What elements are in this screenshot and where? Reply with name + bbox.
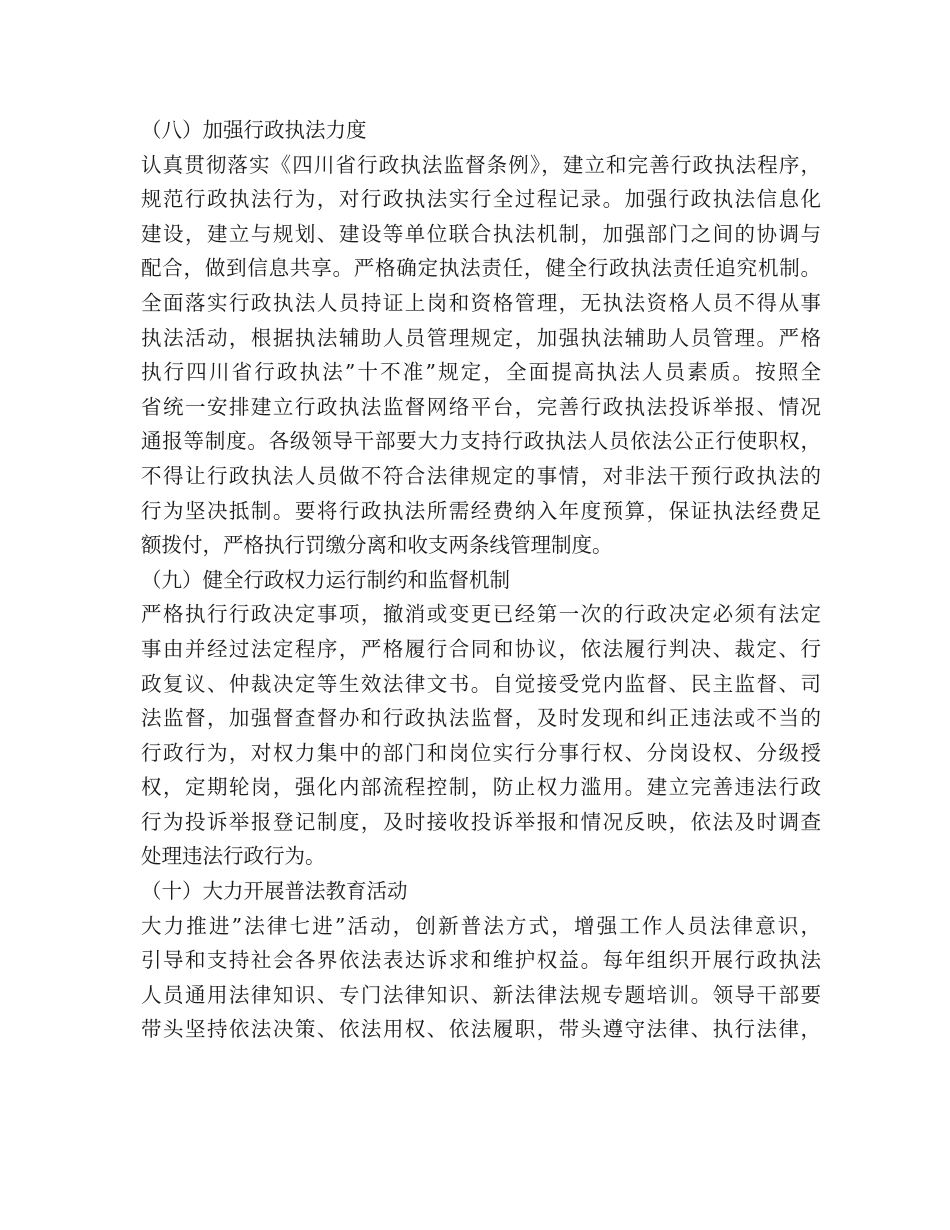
- paragraph-line: 法监督，加强督查督办和行政执法监督，及时发现和纠正违法或不当的: [141, 706, 821, 731]
- paragraph-line: 行为投诉举报登记制度，及时接收投诉举报和情况反映，依法及时调查: [141, 809, 821, 834]
- paragraph-line: 全面落实行政执法人员持证上岗和资格管理，无执法资格人员不得从事: [141, 290, 821, 315]
- paragraph-line: 引导和支持社会各界依法表达诉求和维护权益。每年组织开展行政执法: [141, 948, 821, 973]
- paragraph-line: 建设，建立与规划、建设等单位联合执法机制，加强部门之间的协调与: [141, 221, 821, 246]
- paragraph-line: 认真贯彻落实《四川省行政执法监督条例》，建立和完善行政执法程序，: [141, 152, 821, 177]
- paragraph-line: 省统一安排建立行政执法监督网络平台，完善行政执法投诉举报、情况: [141, 394, 821, 419]
- paragraph-line: 执法活动，根据执法辅助人员管理规定，加强执法辅助人员管理。严格: [141, 325, 821, 350]
- paragraph-line: 大力推进”法律七进”活动，创新普法方式，增强工作人员法律意识，: [141, 913, 821, 938]
- paragraph-line: 通报等制度。各级领导干部要大力支持行政执法人员依法公正行使职权，: [141, 429, 821, 454]
- paragraph-line: 带头坚持依法决策、依法用权、依法履职，带头遵守法律、执行法律，: [141, 1017, 821, 1042]
- document-page: [141, 113, 821, 1047]
- paragraph-line: 人员通用法律知识、专门法律知识、新法律法规专题培训。领导干部要: [141, 982, 821, 1007]
- paragraph-line: 执行四川省行政执法”十不准”规定，全面提高执法人员素质。按照全: [141, 360, 821, 385]
- paragraph-line: 严格执行行政决定事项，撤消或变更已经第一次的行政决定必须有法定: [141, 602, 821, 627]
- paragraph-line: 不得让行政执法人员做不符合法律规定的事情，对非法干预行政执法的: [141, 463, 821, 488]
- section-heading: （十）大力开展普法教育活动: [141, 879, 408, 904]
- paragraph-line: 行政行为，对权力集中的部门和岗位实行分事行权、分岗设权、分级授: [141, 740, 821, 765]
- section-heading: （八）加强行政执法力度: [141, 118, 367, 142]
- section-heading: （九）健全行政权力运行制约和监督机制: [141, 567, 510, 592]
- paragraph-line: 政复议、仲裁决定等生效法律文书。自觉接受党内监督、民主监督、司: [141, 671, 821, 696]
- paragraph-line: 额拨付，严格执行罚缴分离和收支两条线管理制度。: [141, 533, 613, 558]
- paragraph-line: 配合，做到信息共享。严格确定执法责任，健全行政执法责任追究机制。: [141, 256, 821, 281]
- paragraph-line: 权，定期轮岗，强化内部流程控制，防止权力滥用。建立完善违法行政: [141, 775, 821, 800]
- paragraph-line: 规范行政执法行为，对行政执法实行全过程记录。加强行政执法信息化: [141, 187, 821, 212]
- paragraph-line: 处理违法行政行为。: [141, 844, 326, 869]
- paragraph-line: 事由并经过法定程序，严格履行合同和协议，依法履行判决、裁定、行: [141, 636, 821, 661]
- paragraph-line: 行为坚决抵制。要将行政执法所需经费纳入年度预算，保证执法经费足: [141, 498, 821, 523]
